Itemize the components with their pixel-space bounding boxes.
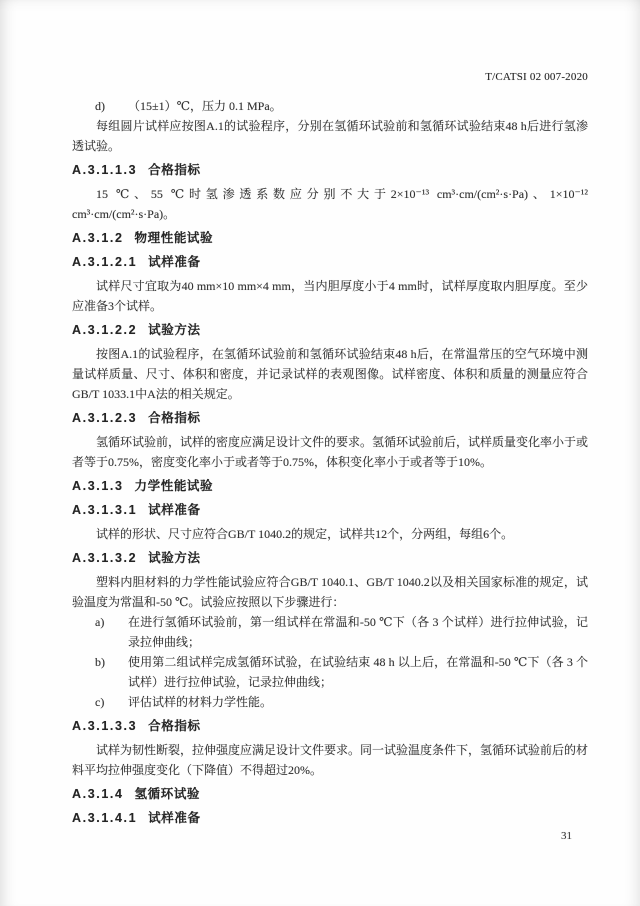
section-heading: [72, 476, 588, 496]
section-heading: [72, 228, 588, 248]
section-number: A.3.1.1.3: [72, 163, 138, 177]
section-number: A.3.1.2.3: [72, 411, 138, 425]
paragraph: 15 ℃、55 ℃时氢渗透系数应分别不大于2×10⁻¹³ cm³·cm/(cm²·s·Pa)、1×10⁻¹² cm³·cm/(cm²·s·Pa)。: [72, 187, 588, 221]
section-title: 试样准备: [148, 811, 201, 825]
list-item-text: 在进行氢循环试验前，第一组试样在常温和-50 ℃下（各 3 个试样）进行拉伸试验，记录拉伸曲线；: [128, 615, 588, 649]
list-marker: b): [95, 655, 105, 669]
list-item: [72, 96, 588, 116]
section-title: 试验方法: [148, 323, 201, 337]
section-title: 试样准备: [148, 255, 201, 269]
section-number: A.3.1.4.1: [72, 811, 138, 825]
list-item-text: （15±1）℃，压力 0.1 MPa。: [128, 99, 282, 113]
list-marker: c): [95, 695, 105, 709]
list-item: [72, 652, 588, 692]
section-number: A.3.1.3.1: [72, 503, 138, 517]
section-title: 氢循环试验: [134, 787, 201, 801]
section-number: A.3.1.2: [72, 231, 124, 245]
section-title: 试验方法: [148, 551, 201, 565]
paragraph: 试样尺寸宜取为40 mm×10 mm×4 mm，当内胆厚度小于4 mm时，试样厚度取内胆厚度。至少应准备3个试样。: [72, 279, 588, 313]
section-number: A.3.1.3.3: [72, 719, 138, 733]
section-number: A.3.1.3.2: [72, 551, 138, 565]
paragraph: 按图A.1的试验程序，在氢循环试验前和氢循环试验结束48 h后，在常温常压的空气环境中测量试样质量、尺寸、体积和密度，并记录试样的表观图像。试样密度、体积和质量的测量应符合GB/T 1033.1中A法的相关规定。: [72, 347, 588, 401]
list-item-text: 使用第二组试样完成氢循环试验，在试验结束 48 h 以上后，在常温和-50 ℃下（各 3 个试样）进行拉伸试验，记录拉伸曲线；: [128, 655, 588, 689]
section-heading: [72, 160, 588, 180]
section-heading: [72, 548, 588, 568]
list-marker: d): [95, 99, 105, 113]
section-heading: [72, 252, 588, 272]
section-number: A.3.1.4: [72, 787, 124, 801]
paragraph: 试样的形状、尺寸应符合GB/T 1040.2的规定，试样共12个，分两组，每组6个。: [96, 527, 514, 541]
paragraph: 每组圆片试样应按图A.1的试验程序，分别在氢循环试验前和氢循环试验结束48 h后进行氢渗透试验。: [72, 119, 588, 153]
list-item-text: 评估试样的材料力学性能。: [128, 695, 273, 709]
section-number: A.3.1.2.1: [72, 255, 138, 269]
section-title: 合格指标: [148, 411, 201, 425]
section-number: A.3.1.3: [72, 479, 124, 493]
page-number: 31: [561, 830, 572, 842]
section-title: 物理性能试验: [134, 231, 214, 245]
section-title: 合格指标: [148, 163, 201, 177]
section-title: 力学性能试验: [134, 479, 214, 493]
list-item: [72, 692, 588, 712]
section-heading: [72, 500, 588, 520]
section-heading: [72, 408, 588, 428]
section-heading: [72, 716, 588, 736]
header-standard-ref: T/CATSI 02 007-2020: [485, 71, 588, 83]
section-title: 合格指标: [148, 719, 201, 733]
section-number: A.3.1.2.2: [72, 323, 138, 337]
list-marker: a): [95, 615, 105, 629]
section-title: 试样准备: [148, 503, 201, 517]
section-heading: [72, 320, 588, 340]
paragraph: 塑料内胆材料的力学性能试验应符合GB/T 1040.1、GB/T 1040.2以及相关国家标准的规定，试验温度为常温和-50 ℃。试验应按照以下步骤进行：: [72, 575, 588, 609]
section-heading: [72, 808, 588, 828]
list-item: [72, 612, 588, 652]
section-heading: [72, 784, 588, 804]
paragraph: 试样为韧性断裂，拉伸强度应满足设计文件要求。同一试验温度条件下，氢循环试验前后的材料平均拉伸强度变化（下降值）不得超过20%。: [72, 743, 589, 777]
paragraph: 氢循环试验前，试样的密度应满足设计文件的要求。氢循环试验前后，试样质量变化率小于或者等于0.75%，密度变化率小于或者等于0.75%，体积变化率小于或者等于10%。: [72, 435, 589, 469]
